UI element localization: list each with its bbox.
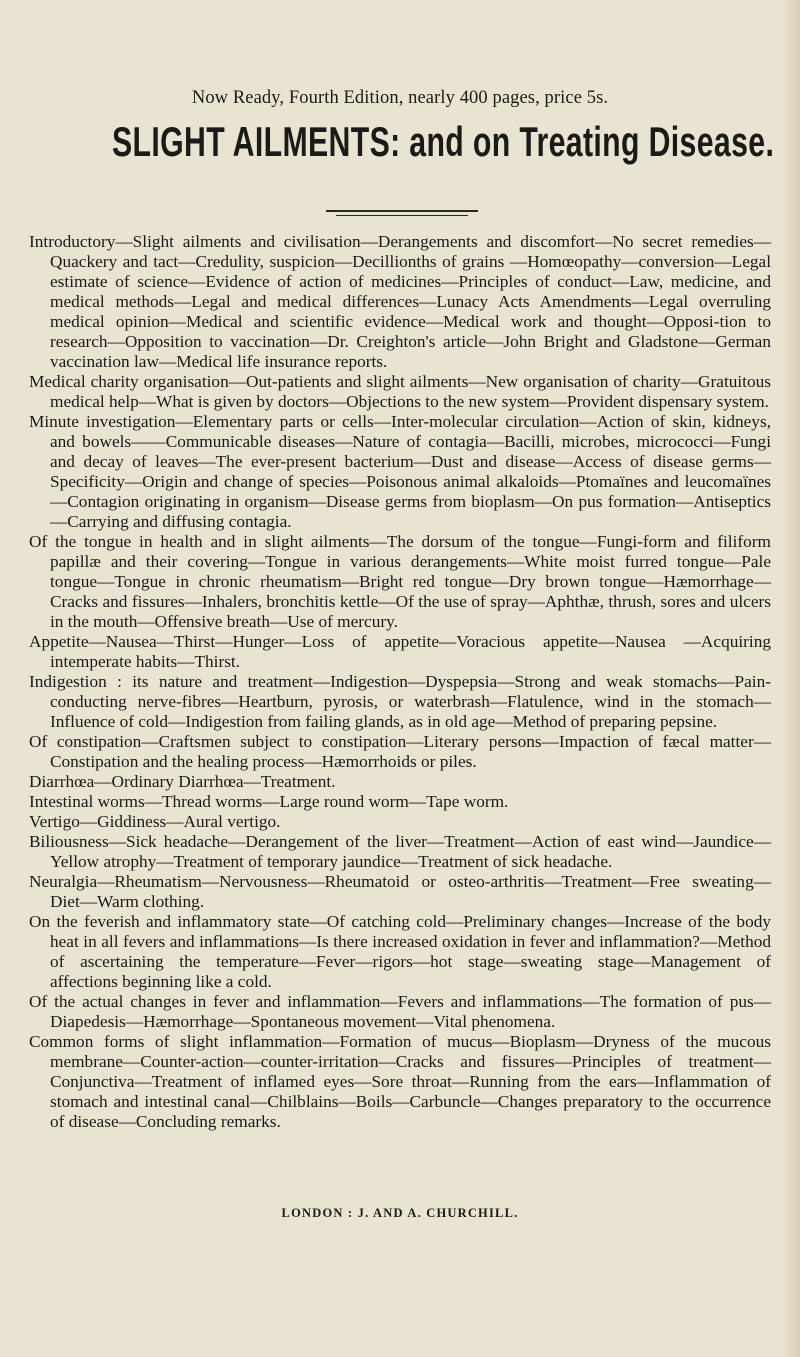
contents-paragraph-constipation: Of constipation—Craftsmen subject to constipation—Literary persons—Impaction of fæcal matter—Constipation and the healing process—Hæmorrhoids or piles. [29,732,771,771]
contents-paragraph-minute-investigation: Minute investigation—Elementary parts or cells—Inter-molecular circulation—Action of skin, kidneys, and bowels——Communicable diseases—Nature of contagia—Bacilli, microbes, micrococci—Fungi and decay of leaves—The ever-present bacterium—Dust and disease—Access of disease germs—Specificity—Origin and change of species—Poisonous animal alkaloids—Ptomaïnes and leucomaïnes—Contagion originating in organism—Disease germs from bioplasm—On pus formation—Antiseptics—Carrying and diffusing contagia. [29,412,771,531]
title-divider-rule [326,210,478,212]
contents-paragraph-neuralgia: Neuralgia—Rheumatism—Nervousness—Rheumatoid or osteo-arthritis—Treatment—Free sweating—Diet—Warm clothing. [29,872,771,911]
contents-paragraph-actual-changes: Of the actual changes in fever and inflammation—Fevers and inflammations—The formation of pus—Diapedesis—Hæmorrhage—Spontaneous movement—Vital phenomena. [29,992,771,1031]
contents-paragraph-feverish-state: On the feverish and inflammatory state—Of catching cold—Preliminary changes—Increase of the body heat in all fevers and inflammations—Is there increased oxidation in fever and inflammation?—Method of ascertaining the temperature—Fever—rigors—hot stage—sweating stage—Management of affections beginning like a cold. [29,912,771,991]
table-of-contents [29,232,771,1132]
page-edge-shadow [786,0,800,1357]
contents-paragraph-indigestion: Indigestion : its nature and treatment—Indigestion—Dyspepsia—Strong and weak stomachs—Pain-conducting nerve-fibres—Heartburn, pyrosis, or waterbrash—Flatulence, wind in the stomach—Influence of cold—Indigestion from failing glands, as in old age—Method of preparing pepsine. [29,672,771,731]
contents-paragraph-slight-inflammation: Common forms of slight inflammation—Formation of mucus—Bioplasm—Dryness of the mucous membrane—Counter-action—counter-irritation—Cracks and fissures—Principles of treatment—Conjunctiva—Treatment of inflamed eyes—Sore throat—Running from the ears—Inflammation of stomach and intestinal canal—Chilblains—Boils—Carbuncle—Changes preparatory to the occurrence of disease—Concluding remarks. [29,1032,771,1131]
contents-paragraph-tongue: Of the tongue in health and in slight ailments—The dorsum of the tongue—Fungi-form and filiform papillæ and their covering—Tongue in various derangements—White moist furred tongue—Pale tongue—Tongue in chronic rheumatism—Bright red tongue—Dry brown tongue—Hæmorrhage—Cracks and fissures—Inhalers, bronchitis kettle—Of the use of spray—Aphthæ, thrush, sores and ulcers in the mouth—Offensive breath—Use of mercury. [29,532,771,631]
contents-paragraph-intestinal-worms: Intestinal worms—Thread worms—Large round worm—Tape worm. [29,792,509,811]
contents-paragraph-medical-charity: Medical charity organisation—Out-patients and slight ailments—New organisation of charity—Gratuitous medical help—What is given by doctors—Objections to the new system—Provident dispensary system. [29,372,771,411]
contents-paragraph-introductory: Introductory—Slight ailments and civilisation—Derangements and discomfort—No secret remedies—Quackery and tact—Credulity, suspicion—Decillionths of grains —Homœopathy—conversion—Legal estimate of science—Evidence of action of medicines—Principles of conduct—Law, medicine, and medical methods—Legal and medical differences—Lunacy Acts Amendments—Legal overruling medical opinion—Medical and scientific evidence—Medical work and thought—Opposi-tion to research—Opposition to vaccination—Dr. Creighton's article—John Bright and Gladstone—German vaccination law—Medical life insurance reports. [29,232,771,371]
contents-paragraph-vertigo: Vertigo—Giddiness—Aural vertigo. [29,812,281,831]
publisher-imprint: LONDON : J. AND A. CHURCHILL. [281,1206,519,1220]
contents-paragraph-diarrhoea: Diarrhœa—Ordinary Diarrhœa—Treatment. [29,772,336,791]
book-title: SLIGHT AILMENTS: and on Treating Disease. [112,118,775,165]
contents-paragraph-biliousness: Biliousness—Sick headache—Derangement of the liver—Treatment—Action of east wind—Jaundice—Yellow atrophy—Treatment of temporary jaundice—Treatment of sick headache. [29,832,771,871]
edition-announcement: Now Ready, Fourth Edition, nearly 400 pages, price 5s. [191,88,609,108]
contents-paragraph-appetite: Appetite—Nausea—Thirst—Hunger—Loss of appetite—Voracious appetite—Nausea —Acquiring intemperate habits—Thirst. [29,632,771,671]
